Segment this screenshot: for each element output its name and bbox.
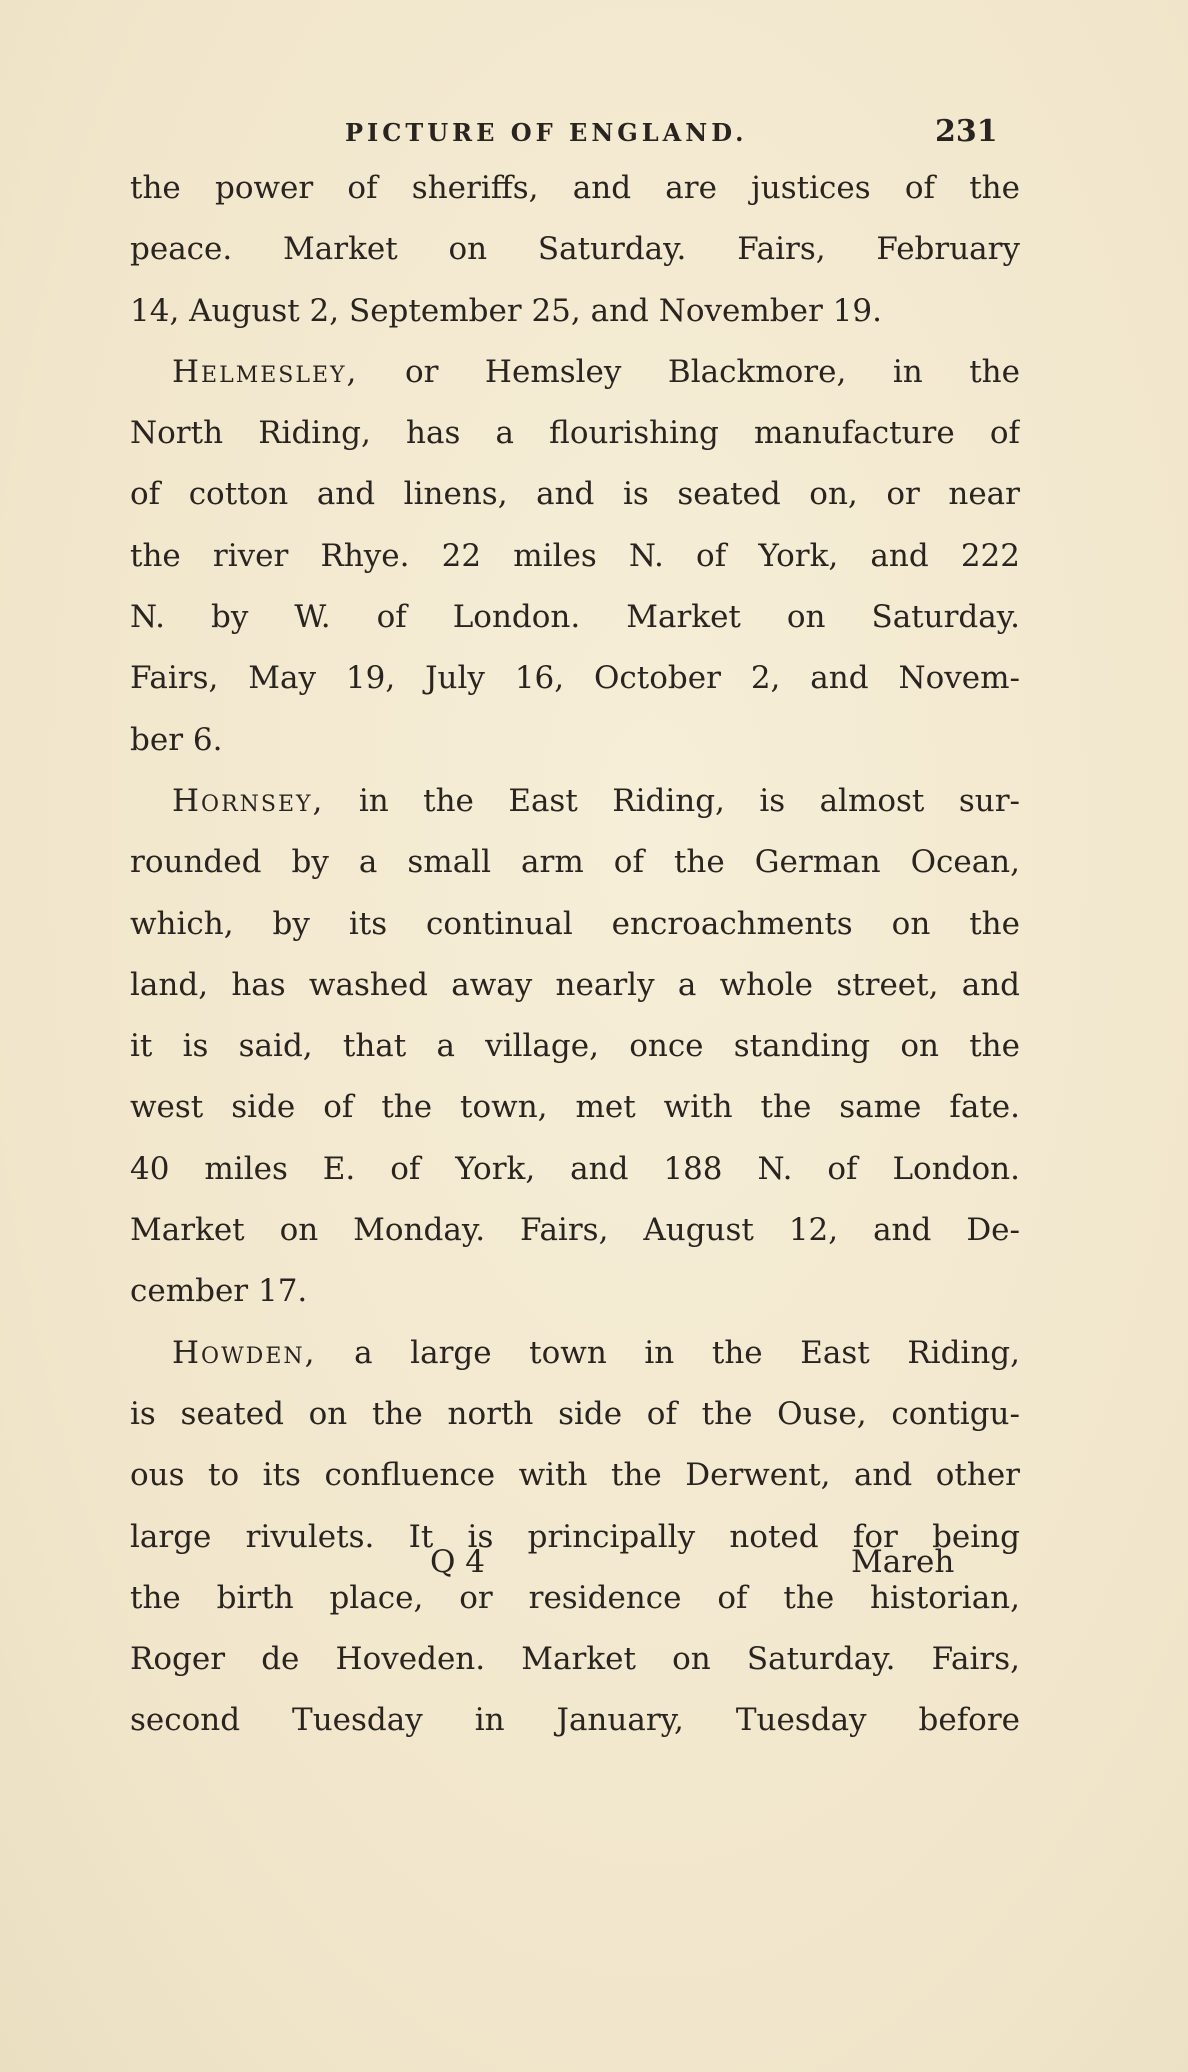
text-line: large rivulets. It is principally noted for being — [130, 1518, 1020, 1555]
text-line: which, by its continual encroachments on the — [130, 905, 1020, 942]
place-name: Helmesley, — [172, 353, 359, 390]
text-line: peace. Market on Saturday. Fairs, February — [130, 231, 1020, 268]
place-name: Hornsey, — [172, 782, 325, 819]
text-line: Market on Monday. Fairs, August 12, and De- — [130, 1212, 1020, 1249]
entry-heading-line — [130, 1323, 1020, 1384]
body-text — [130, 158, 1020, 1752]
text-line: ber 6. — [130, 721, 223, 758]
text-line: land, has washed away nearly a whole street, and — [130, 966, 1020, 1003]
text-span: in the East Riding, is almost sur- — [324, 782, 1020, 819]
text-line: Roger de Hoveden. Market on Saturday. Fairs, — [130, 1641, 1020, 1678]
place-name: Howden, — [172, 1334, 317, 1371]
text-line: cember 17. — [130, 1273, 308, 1310]
running-title: PICTURE OF ENGLAND. — [345, 118, 748, 147]
text-line: the birth place, or residence of the historian, — [130, 1579, 1020, 1616]
text-line: 14, August 2, September 25, and November 19. — [130, 292, 882, 329]
text-line: rounded by a small arm of the German Ocean, — [130, 844, 1020, 881]
text-line: the power of sheriffs, and are justices of the — [130, 170, 1020, 206]
page-number: 231 — [935, 114, 998, 149]
text-line: west side of the town, met with the same fate. — [130, 1089, 1020, 1126]
text-line: the river Rhye. 22 miles N. of York, and 222 — [130, 537, 1020, 574]
text-line: N. by W. of London. Market on Saturday. — [130, 599, 1020, 636]
text-span: or Hemsley Blackmore, in the — [358, 353, 1020, 390]
signature-mark: Q 4 — [430, 1544, 485, 1580]
text-line: second Tuesday in January, Tuesday before — [130, 1702, 1020, 1739]
catchword: Mareh — [851, 1544, 955, 1580]
text-span: a large town in the East Riding, — [316, 1334, 1020, 1371]
text-line: North Riding, has a flourishing manufacture of — [130, 415, 1020, 452]
text-line: ous to its confluence with the Derwent, and other — [130, 1457, 1020, 1494]
text-line: of cotton and linens, and is seated on, or near — [130, 476, 1020, 513]
text-line: 40 miles E. of York, and 188 N. of London. — [130, 1150, 1020, 1187]
entry-heading-line — [130, 771, 1020, 832]
text-line: Fairs, May 19, July 16, October 2, and Novem- — [130, 660, 1020, 697]
text-line: is seated on the north side of the Ouse, contigu- — [130, 1395, 1020, 1432]
page-footer — [130, 1532, 1020, 1593]
entry-heading-line — [130, 342, 1020, 403]
text-line: it is said, that a village, once standing on the — [130, 1028, 1020, 1065]
